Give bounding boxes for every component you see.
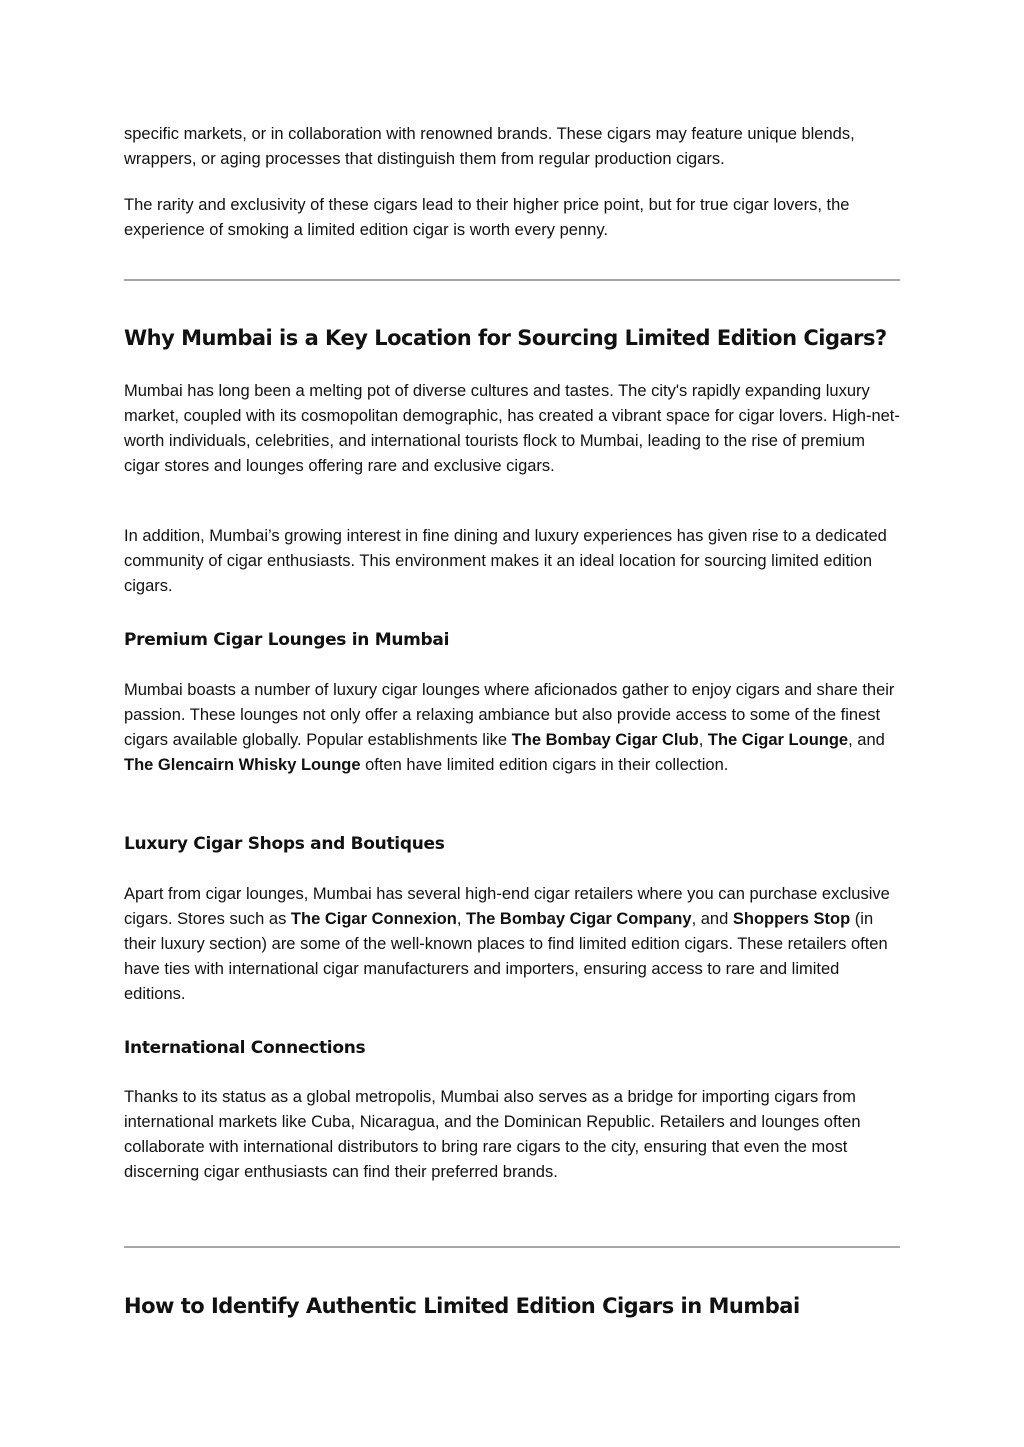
store-name: Shoppers Stop xyxy=(732,910,851,928)
intro-paragraph-2: The rarity and exclusivity of these cigars lead to their higher price point, but for true cigar lovers, the experience of smoking a limited edition cigar is worth every penny. xyxy=(124,196,850,239)
store-name: The Cigar Connexion xyxy=(290,910,457,928)
store-name: The Bombay Cigar Company xyxy=(466,910,692,928)
subheading-shops: Luxury Cigar Shops and Boutiques xyxy=(124,834,445,854)
lounge-name: The Cigar Lounge xyxy=(707,731,849,749)
section-divider xyxy=(124,1246,900,1248)
section-heading-authentic: How to Identify Authentic Limited Edition Cigars in Mumbai xyxy=(124,1294,800,1318)
intro-paragraph-1: specific markets, or in collaboration with renowned brands. These cigars may feature unique blends, wrappers, or aging processes that distinguish them from regular production cigars. xyxy=(124,125,855,168)
international-paragraph: Thanks to its status as a global metropolis, Mumbai also serves as a bridge for importing cigars from international markets like Cuba, Nicaragua, and the Dominican Republic. Retailers and lounges often collaborate with international distributors to bring rare cigars to the city, ensuring that even the most discerning cigar enthusiasts can find their preferred brands. xyxy=(124,1088,861,1181)
section-divider xyxy=(124,279,900,281)
shops-paragraph: Apart from cigar lounges, Mumbai has several high-end cigar retailers where you can purchase exclusive cigars. Stores such as The Cigar Connexion, The Bombay Cigar Company, and Shoppers Stop (in their luxury section) are some of the well-known places to find limited edition cigars. These retailers often have ties with international cigar manufacturers and importers, ensuring access to rare and limited editions. xyxy=(124,885,890,1003)
lounges-paragraph: Mumbai boasts a number of luxury cigar lounges where aficionados gather to enjoy cigars and share their passion. These lounges not only offer a relaxing ambiance but also provide access to some of the finest cigars available globally. Popular establishments like The Bombay Cigar Club, The Cigar Lounge, and The Glencairn Whisky Lounge often have limited edition cigars in their collection. xyxy=(124,681,895,774)
section-heading-mumbai: Why Mumbai is a Key Location for Sourcing Limited Edition Cigars? xyxy=(124,326,887,350)
lounge-name: The Bombay Cigar Club xyxy=(511,731,699,749)
subheading-lounges: Premium Cigar Lounges in Mumbai xyxy=(124,630,450,650)
lounge-name: The Glencairn Whisky Lounge xyxy=(124,756,361,774)
mumbai-paragraph-2: In addition, Mumbai’s growing interest in fine dining and luxury experiences has given rise to a dedicated community of cigar enthusiasts. This environment makes it an ideal location for sourcing limited edition cigars. xyxy=(124,527,887,595)
subheading-international: International Connections xyxy=(124,1038,366,1058)
mumbai-paragraph-1: Mumbai has long been a melting pot of diverse cultures and tastes. The city's rapidly expanding luxury market, coupled with its cosmopolitan demographic, has created a vibrant space for cigar lovers. High-net-worth individuals, celebrities, and international tourists flock to Mumbai, leading to the rise of premium cigar stores and lounges offering rare and exclusive cigars. xyxy=(124,382,900,475)
